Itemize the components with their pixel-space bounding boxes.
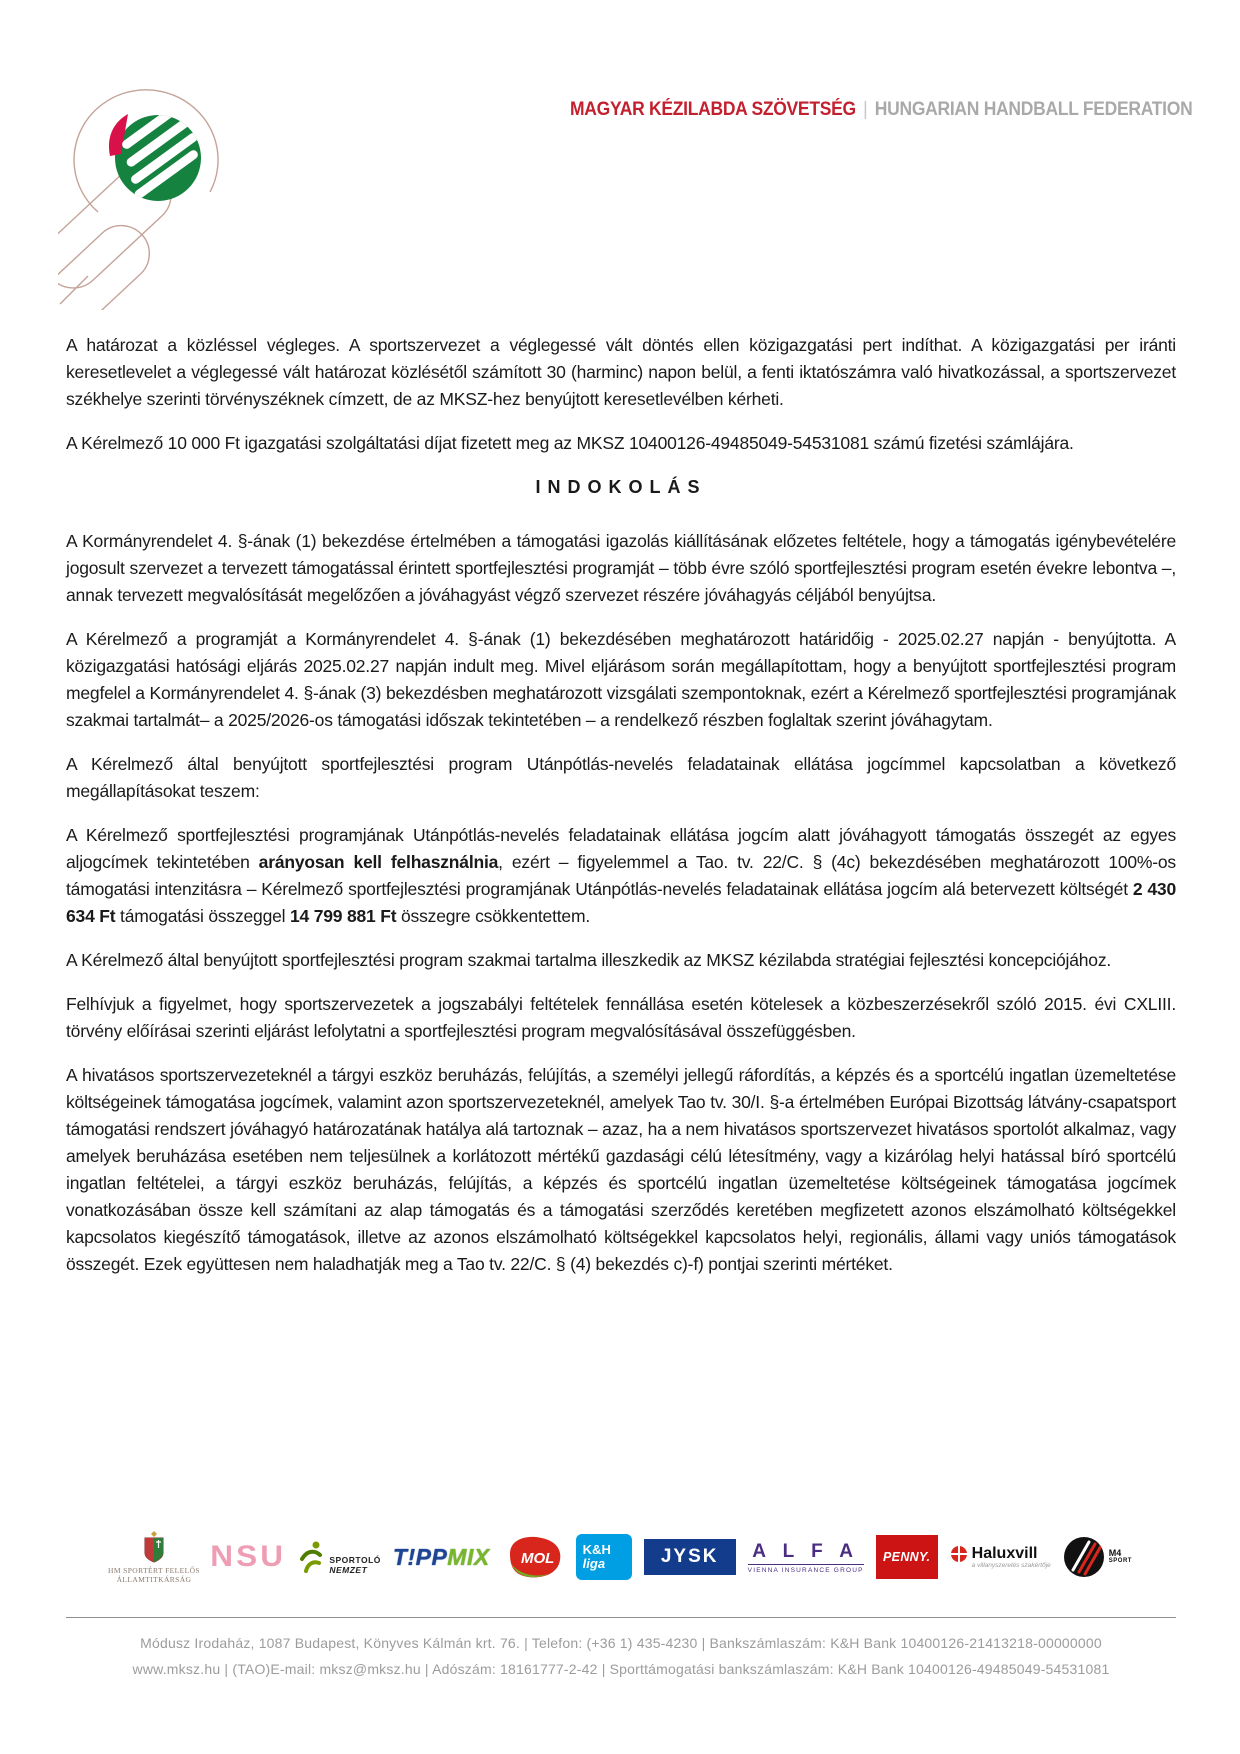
- m4-sport-label: [1109, 1549, 1132, 1565]
- alfa-wordmark: A L F A: [752, 1540, 860, 1562]
- m4-circle-icon: [1063, 1536, 1105, 1578]
- sponsor-nsu: [210, 1540, 287, 1574]
- sponsor-kh-liga: [576, 1534, 632, 1580]
- sponsor-mol: [502, 1534, 564, 1580]
- m4-label: M4: [1108, 1548, 1122, 1558]
- jysk-badge: JYSK: [644, 1539, 736, 1575]
- org-name-hu: MAGYAR KÉZILABDA SZÖVETSÉG: [570, 99, 856, 120]
- paragraph-support-reduction: [66, 822, 1176, 930]
- paragraph-admin-fee: A Kérelmező 10 000 Ft igazgatási szolgáltatási díjat fizetett meg az MKSZ 10400126-49485049-54531081 számú fizetési számlájára.: [66, 433, 1074, 453]
- mksz-logo: [58, 60, 248, 310]
- kh-label: K&H: [582, 1542, 611, 1557]
- sponsor-m4-sport: [1063, 1536, 1132, 1578]
- runner-icon: [296, 1539, 326, 1575]
- reduction-segment: , ezért – figyelemmel a Tao. tv. 22/C. § (4c) bekezdésében meghatározott 100%-os támogatási intenzitásra – Kérelmező sportfejlesztési programjának Utánpótlás-nevelés feladatainak ellátása jogcím alá betervezett költségét: [66, 852, 1176, 899]
- sponsor-jysk: [644, 1539, 736, 1575]
- hm-coat-of-arms-icon: [142, 1531, 166, 1563]
- tippmix-part2: MIX: [447, 1543, 490, 1570]
- paragraph-strategy-fit: A Kérelmező által benyújtott sportfejlesztési program szakmai tartalma illeszkedik az MKSZ kézilabda stratégiai fejlesztési koncepciójához.: [66, 950, 1112, 970]
- mol-logo-icon: [502, 1534, 564, 1580]
- reduction-bold-amount-final: 14 799 881 Ft: [289, 906, 397, 926]
- alfa-subtitle: VIENNA INSURANCE GROUP: [748, 1564, 864, 1574]
- sponsor-penny: [876, 1535, 938, 1579]
- reduction-segment: támogatási összeggel: [115, 906, 290, 926]
- kh-liga-badge: [576, 1534, 632, 1580]
- paragraph-submission: A Kérelmező a programját a Kormányrendelet 4. §-ának (1) bekezdésében meghatározott határidőig - 2025.02.27 napján - benyújtotta. A közigazgatási hatósági eljárás 2025.02.27 napján indult meg. Mivel eljárásom során megállapítottam, hogy a benyújtott sportfejlesztési program megfelel a Kormányrendelet 4. §-ának (3) bekezdésben meghatározott vizsgálati szempontoknak, ezért a Kérelmező sportfejlesztési programjának szakmai tartalmát– a 2025/2026-os támogatási időszak tekintetében – a rendelkező részben foglaltak szerint jóváhagytam.: [66, 629, 1176, 730]
- hm-label-line2: ÁLLAMTITKÁRSÁG: [116, 1574, 192, 1584]
- header-divider: |: [863, 99, 868, 120]
- header-wordmark: [570, 99, 1193, 121]
- sport-label: SPORT: [1108, 1558, 1132, 1564]
- reduction-segment: A Kérelmező sportfejlesztési programjának Utánpótlás-nevelés feladatainak ellátása jogcím alatt jóváhagyott támogatás összegét az egyes aljogcímek tekintetében: [66, 825, 1176, 872]
- reduction-segment: összegre csökkentettem.: [396, 906, 590, 926]
- liga-label: liga: [582, 1556, 606, 1571]
- tippmix-part1: T!PP: [392, 1543, 448, 1570]
- paragraph-youth-intro: A Kérelmező által benyújtott sportfejlesztési program Utánpótlás-nevelés feladatainak ellátása jogcímmel kapcsolatban a következő megállapításokat teszem:: [66, 754, 1176, 801]
- haluxvill-wordmark: Haluxvill: [971, 1545, 1038, 1562]
- mol-text: MOL: [520, 1550, 554, 1567]
- footer-contact: [66, 1630, 1176, 1682]
- reduction-bold-proportional: arányosan kell felhasználnia: [258, 852, 499, 872]
- paragraph-procurement-notice: Felhívjuk a figyelmet, hogy sportszervezetek a jogszabályi feltételek fennállása esetén kötelesek a közbeszerzésekről szóló 2015. évi CXLIII. törvény előírásai szerinti eljárást lefolytatni a sportfejlesztési program megvalósításával összefüggésben.: [66, 994, 1176, 1041]
- org-name-en: HUNGARIAN HANDBALL FEDERATION: [874, 99, 1193, 120]
- nsu-wordmark: NSU: [210, 1540, 287, 1573]
- sponsor-haluxvill: [950, 1545, 1051, 1569]
- haluxvill-tagline: a villanyszerelés szakértője: [971, 1562, 1051, 1569]
- footer-line-web: www.mksz.hu | (TAO)E-mail: mksz@mksz.hu | Adószám: 18161777-2-42 | Sporttámogatási bankszámlaszám: K&H Bank 10400126-49485049-54531081: [132, 1661, 1110, 1677]
- footer-line-address: Módusz Irodaház, 1087 Budapest, Könyves Kálmán krt. 76. | Telefon: (+36 1) 435-4230 | Bankszámlaszám: K&H Bank 10400126-21413218-00000000: [140, 1635, 1102, 1651]
- sponsor-logo-strip: [108, 1518, 1132, 1596]
- reduction-bold-amount-cut: 2 430 634 Ft: [66, 879, 1176, 926]
- paragraph-final-decision: A határozat a közléssel végleges. A sportszervezet a véglegessé vált döntés ellen közigazgatási pert indíthat. A közigazgatási per iránti keresetlevelet a véglegessé vált határozat közlésétől számított 30 (harminc) napon belül, a fenti iktatószámra való hivatkozással, a sportszervezet székhelye szerinti törvényszéknek címzett, de az MKSZ-hez benyújtott keresetlevélben kérheti.: [66, 335, 1176, 409]
- sponsor-hm-allamtitkarsag: [108, 1531, 200, 1584]
- sportolo-label: SPORTOLÓ: [329, 1555, 381, 1565]
- sponsor-tippmix: [393, 1544, 490, 1571]
- hm-label-line1: HM SPORTÉRT FELELŐS: [108, 1565, 200, 1575]
- penny-badge: PENNY.: [876, 1535, 938, 1579]
- document-body: [66, 332, 1176, 1295]
- hm-label: [108, 1566, 200, 1584]
- paragraph-gov-decree: A Kormányrendelet 4. §-ának (1) bekezdése értelmében a támogatási igazolás kiállításának előzetes feltétele, hogy a támogatás igénybevételére jogosult szervezet a tervezett támogatással érintett sportfejlesztési programját – több évre szóló sportfejlesztési program esetén évekre lebontva –, annak tervezett megvalósítását megelőzően a jóváhagyást végző szervezet részére jóváhagyás céljából benyújtsa.: [66, 531, 1176, 605]
- haluxvill-icon: [950, 1545, 968, 1563]
- section-heading-indokolas: INDOKOLÁS: [535, 477, 707, 497]
- sponsor-alfa: [748, 1541, 864, 1574]
- tippmix-wordmark: [393, 1544, 490, 1571]
- sportolo-nemzet-label: [329, 1555, 381, 1575]
- sponsor-sportolo-nemzet: [296, 1539, 381, 1575]
- paragraph-professional-clubs: A hivatásos sportszervezeteknél a tárgyi eszköz beruházás, felújítás, a személyi jellegű ráfordítás, a képzés és a sportcélú ingatlan üzemeltetése költségeinek támogatása jogcímek, valamint azon sportszervezeteknél, amelyek Tao tv. 30/I. §-a értelmében Európai Bizottság látvány-csapatsport támogatási rendszert jóváhagyó határozatának hatálya alá tartoznak – azaz, ha a nem hivatásos sportszervezet hivatásos sportolót alkalmaz, vagy amelyek beruházása esetében nem teljesülnek a korlátozott mértékű gazdasági célú létesítmény, vagy a kizárólag helyi hatással bíró sportcélú ingatlan feltételei, a tárgyi eszköz beruházás, felújítás, a képzés és sportcélú ingatlan üzemeltetése költségeinek támogatása jogcímek vonatkozásában össze kell számítani az alap támogatás és a támogatási szerződés keretében megfizetett azonos elszámolható költségekkel kapcsolatos kiegészítő támogatások, illetve az azonos elszámolható költségekkel kapcsolatos helyi, regionális, állami vagy uniós támogatások összegét. Ezek együttesen nem haladhatják meg a Tao tv. 22/C. § (4) bekezdés c)-f) pontjai szerinti mértéket.: [66, 1065, 1176, 1274]
- footer-divider: [66, 1617, 1176, 1618]
- nemzet-label: NEMZET: [329, 1565, 368, 1575]
